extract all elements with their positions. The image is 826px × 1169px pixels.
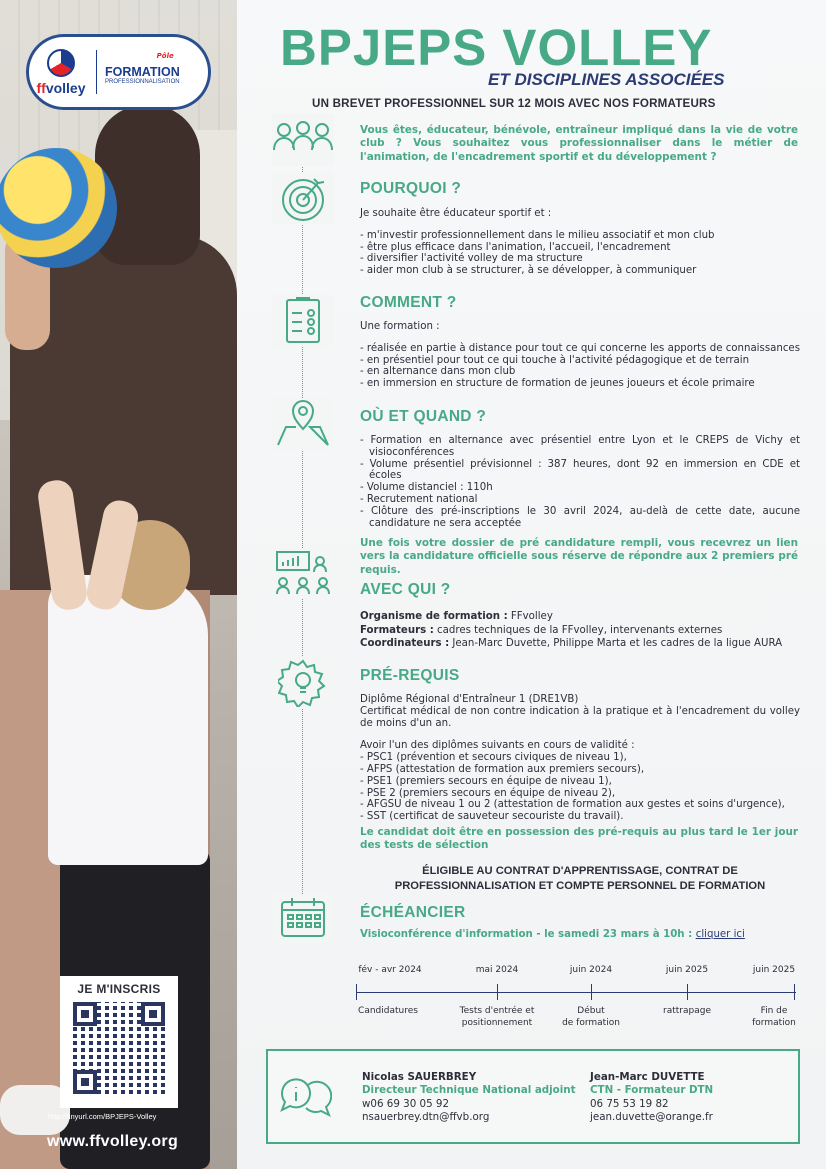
prerequis-line: Certificat médical de non contre indication à la pratique et à l'encadrement du volley de moins d'un an. — [360, 705, 800, 729]
signup-qr-box[interactable] — [60, 976, 178, 1108]
eligibility-banner: ÉLIGIBLE AU CONTRAT D'APPRENTISSAGE, CONTRAT DE PROFESSIONNALISATION ET COMPTE PERSONNEL DE FORMATION — [394, 865, 766, 892]
contact-role: Directeur Technique National adjoint — [362, 1084, 576, 1097]
timeline-event — [460, 1006, 535, 1029]
timeline-event-line: formation — [752, 1017, 796, 1028]
list-item: - AFGSU de niveau 1 ou 2 (attestation de formation aux gestes et soins d'urgence), — [360, 799, 785, 811]
volleyball — [0, 148, 117, 268]
timeline-event-line: Début — [577, 1006, 605, 1016]
list-item: Formateurs : cadres techniques de la FFvolley, intervenants externes — [360, 624, 723, 636]
timeline-event-line: Fin de — [760, 1006, 788, 1016]
list-item: - être plus efficace dans l'animation, l'accueil, l'encadrement — [360, 241, 671, 253]
list-item: - en immersion en structure de formation de jeunes joueurs et école primaire — [360, 378, 755, 390]
prerequis-line: Diplôme Régional d'Entraîneur 1 (DRE1VB) — [360, 694, 579, 705]
presentation-icon — [272, 548, 334, 598]
contact-email[interactable]: jean.duvette@orange.fr — [590, 1111, 713, 1124]
timeline-event — [562, 1006, 620, 1029]
contact-name: Jean-Marc DUVETTE — [590, 1071, 705, 1083]
pourquoi-heading: POURQUOI ? — [360, 180, 462, 197]
list-item: - en présentiel pour tout ce qui touche à l'activité pédagogique et de terrain — [360, 354, 750, 366]
ffvolley-formation-logo[interactable] — [26, 34, 211, 110]
visio-link[interactable]: cliquer ici — [695, 929, 745, 940]
list-item: - AFPS (attestation de formation aux premiers secours), — [360, 763, 645, 775]
comment-intro: Une formation : — [360, 321, 440, 332]
list-item: - PSE 2 (premiers secours en équipe de niveau 2), — [360, 787, 616, 799]
ffvolley-mark — [26, 49, 96, 96]
child-shirt — [48, 575, 208, 865]
qr-code-icon[interactable] — [73, 1002, 165, 1094]
list-item: - Volume distanciel : 110h — [360, 482, 493, 494]
professionnalisation-label: PROFESSIONNALISATION — [105, 79, 180, 85]
intro-text: Vous êtes, éducateur, bénévole, entraîneur impliqué dans la vie de votre club ? Vous souhaitez vous professionnaliser dans le métier de l'animation, de l'encadrement sportif et du développement ? — [360, 124, 798, 163]
timeline-event-line: rattrapage — [663, 1006, 711, 1016]
contact-duvette — [590, 1071, 713, 1125]
timeline-tick — [497, 984, 498, 1000]
timeline-date: juin 2025 — [752, 965, 796, 975]
list-item: - PSC1 (prévention et secours civiques de niveau 1), — [360, 752, 627, 764]
contact-box — [266, 1049, 800, 1144]
timeline-date: fév - avr 2024 — [358, 965, 422, 975]
contact-phone[interactable]: 06 75 53 19 82 — [590, 1097, 669, 1110]
list-item: - m'investir professionnellement dans le milieu associatif et mon club — [360, 229, 715, 241]
ffvolley-ball-icon — [47, 49, 75, 77]
page-title: BPJEPS VOLLEY — [280, 19, 713, 76]
map-pin-icon — [272, 398, 334, 450]
info-chat-icon — [278, 1073, 332, 1125]
avec-qui-heading: AVEC QUI ? — [360, 581, 451, 598]
pourquoi-intro: Je souhaite être éducateur sportif et : — [360, 208, 552, 219]
list-item: - PSE1 (premiers secours en équipe de niveau 1), — [360, 775, 612, 787]
contact-sauerbrey — [362, 1071, 576, 1125]
timeline-axis — [356, 992, 796, 993]
list-item: - aider mon club à se structurer, à se développer, à communiquer — [360, 265, 697, 277]
timeline-tick — [687, 984, 688, 1000]
calendar-icon — [272, 894, 334, 942]
prerequis-note: Le candidat doit être en possession des pré-requis au plus tard le 1er jour des tests de sélection — [360, 826, 798, 852]
website-link[interactable]: www.ffvolley.org — [47, 1133, 179, 1150]
comment-heading: COMMENT ? — [360, 294, 457, 311]
visio-info — [360, 929, 745, 940]
visio-text: Visioconférence d'information - le samedi 23 mars à 10h : — [360, 929, 696, 940]
signup-url[interactable]: http://tinyurl.com/BPJEPS-Volley — [48, 1112, 157, 1121]
contact-name: Nicolas SAUERBREY — [362, 1071, 477, 1083]
brand-volley: volley — [45, 79, 86, 96]
prerequis-heading: PRÉ-REQUIS — [360, 667, 460, 684]
list-item: - réalisée en partie à distance pour tout ce qui concerne les apports de connaissances — [360, 342, 801, 354]
qr-finder — [73, 1070, 97, 1094]
tagline: UN BREVET PROFESSIONNEL SUR 12 MOIS AVEC NOS FORMATEURS — [312, 97, 716, 110]
timeline-date: mai 2024 — [475, 965, 519, 975]
ou-quand-body — [360, 435, 800, 529]
list-item: - Clôture des pré-inscriptions le 30 avril 2024, au-delà de cette date, aucune candidature ne sera acceptée — [360, 505, 800, 529]
contact-phone[interactable]: w06 69 30 05 92 — [362, 1097, 450, 1110]
list-item: Organisme de formation : FFvolley — [360, 611, 553, 622]
ou-quand-heading: OÙ ET QUAND ? — [360, 408, 487, 425]
signup-label: JE M'INSCRIS — [77, 982, 161, 996]
diplomas-intro: Avoir l'un des diplômes suivants en cours de validité : — [360, 740, 635, 752]
timeline-tick — [794, 984, 795, 1000]
pourquoi-body — [360, 208, 800, 277]
timeline-event-line: Candidatures — [358, 1006, 418, 1016]
timeline-date: juin 2024 — [569, 965, 613, 975]
comment-body — [360, 321, 800, 390]
timeline — [356, 962, 798, 1042]
qr-finder — [141, 1002, 165, 1026]
page-subtitle: ET DISCIPLINES ASSOCIÉES — [488, 70, 725, 89]
timeline-event — [358, 1006, 418, 1018]
timeline-tick — [356, 984, 357, 1000]
candidature-note: Une fois votre dossier de pré candidature rempli, vous recevrez un lien vers la candidature officielle sous réserve de répondre aux 2 premiers pré requis. — [360, 537, 798, 576]
timeline-event — [752, 1006, 796, 1029]
list-item: - en alternance dans mon club — [360, 366, 516, 378]
timeline-date: juin 2025 — [665, 965, 709, 975]
brand-ff: ff — [36, 79, 46, 96]
list-item: - SST (certificat de sauveteur secouriste du travail). — [360, 811, 624, 823]
formation-label: FORMATION — [105, 65, 180, 79]
target-icon — [272, 172, 334, 224]
timeline-event-line: positionnement — [461, 1017, 533, 1028]
timeline-tick — [591, 984, 592, 1000]
section-connector — [302, 150, 303, 930]
gear-lightbulb-icon — [272, 656, 334, 708]
echeancier-heading: ÉCHÉANCIER — [360, 904, 466, 921]
contact-role: CTN - Formateur DTN — [590, 1084, 714, 1097]
pole-formation-text — [96, 50, 180, 94]
checklist-icon — [272, 295, 334, 347]
qr-finder — [73, 1002, 97, 1026]
avec-qui-body — [360, 610, 800, 651]
list-item: - Formation en alternance avec présentiel entre Lyon et le CREPS de Vichy et visioconférences — [360, 435, 800, 458]
people-icon — [272, 114, 334, 166]
timeline-event — [663, 1006, 711, 1018]
list-item: - Recrutement national — [360, 493, 478, 505]
list-item: - diversifier l'activité volley de ma structure — [360, 253, 583, 265]
prerequis-body — [360, 694, 800, 823]
pole-label: Pôle — [156, 52, 174, 60]
contact-email[interactable]: nsauerbrey.dtn@ffvb.org — [362, 1111, 490, 1124]
list-item: - Volume présentiel prévisionnel : 387 heures, dont 92 en immersion en CDE et écoles — [360, 458, 800, 482]
timeline-event-line: Tests d'entrée et — [459, 1006, 535, 1016]
timeline-event-line: de formation — [562, 1017, 620, 1028]
list-item: Coordinateurs : Jean-Marc Duvette, Philippe Marta et les cadres de la ligue AURA — [360, 638, 783, 649]
